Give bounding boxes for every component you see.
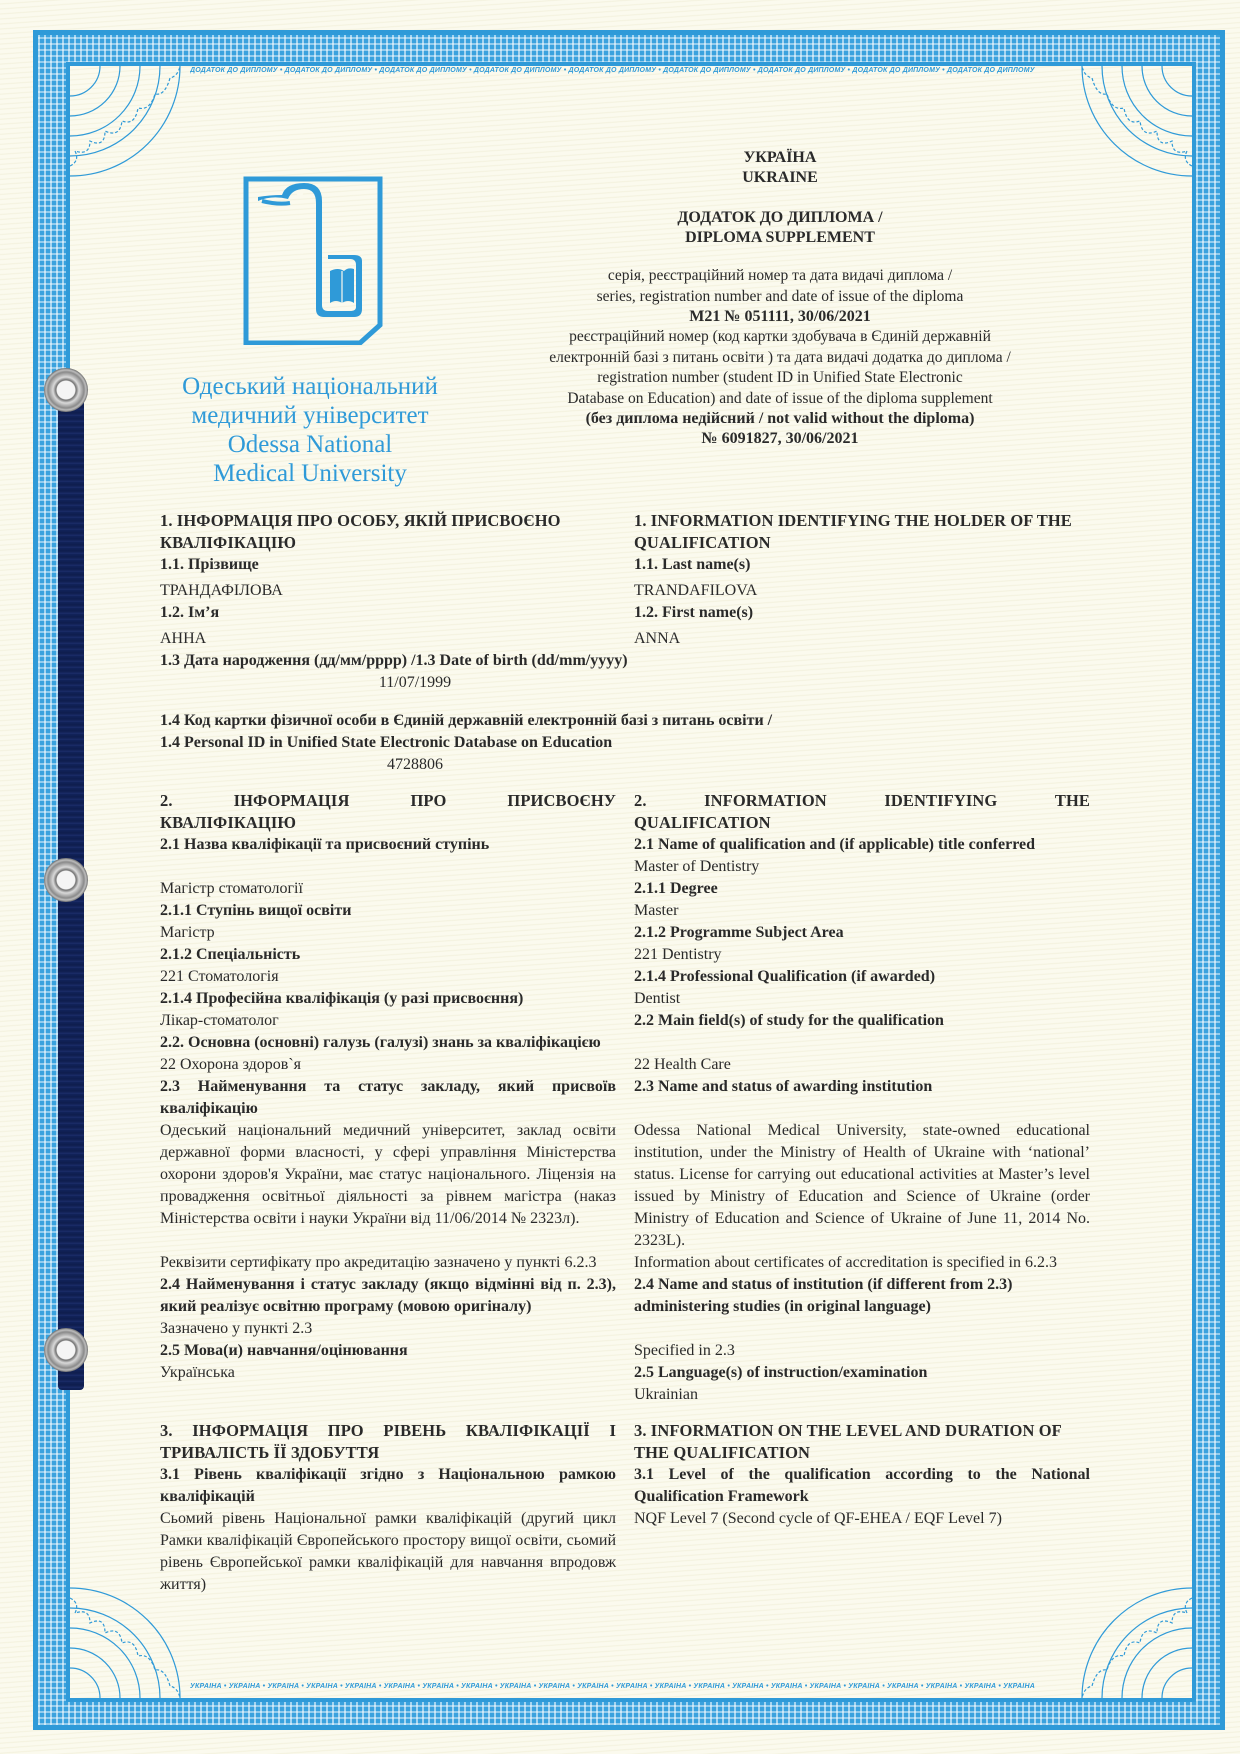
section-1-title-en: 1. INFORMATION IDENTIFYING THE HOLDER OF THE QUALIFICATION — [634, 511, 1072, 552]
last-name-uk: ТРАНДАФІЛОВА — [160, 582, 283, 599]
personal-id-label-uk: 1.4 Код картки фізичної особи в Єдиній державній електронній базі з питань освіти / — [160, 712, 773, 729]
field-of-study-uk: 22 Охорона здоров`я — [160, 1056, 302, 1073]
degree-en: Master — [634, 902, 679, 919]
field-of-study-label-uk: 2.2. Основна (основні) галузь (галузі) знань за кваліфікацією — [160, 1034, 601, 1051]
personal-id-value: 4728806 — [387, 756, 443, 773]
professional-qualification-label-uk: 2.1.4 Професійна кваліфікація (у разі присвоєння) — [160, 990, 524, 1007]
top-microtext-strip: ДОДАТОК ДО ДИПЛОМУ • ДОДАТОК ДО ДИПЛОМУ • ДОДАТОК ДО ДИПЛОМУ • ДОДАТОК ДО ДИПЛОМУ • ДОДАТОК ДО ДИПЛОМУ • ДОДАТОК ДО ДИПЛОМУ • ДОДАТОК ДО ДИПЛОМУ • ДОДАТОК ДО ДИПЛОМУ • ДОДАТОК ДО ДИПЛОМУ — [190, 67, 1035, 74]
awarding-institution-uk: Одеський національний медичний університет, заклад освіти державної форми власності, у сфері управління Міністерства охорони здоров'я України, має статус національного. Ліцензія на провадження освітньої діяльності за рівнем магістра (наказ Міністерства освіти і науки України від 11/06/2014 № 2323л). — [160, 1122, 616, 1227]
series-value: M21 № 051111, 30/06/2021 — [689, 308, 871, 325]
section-2-title-en-line1: 2. INFORMATION IDENTIFYING THE — [634, 791, 1090, 810]
grommet-icon — [44, 1328, 88, 1372]
university-name-uk-line2: медичний університет — [191, 402, 429, 429]
specialty-label-uk: 2.1.2 Спеціальність — [160, 946, 301, 963]
university-name-en-line2: Medical University — [213, 460, 407, 487]
registration-label-line3: registration number (student ID in Unified State Electronic — [597, 369, 963, 386]
section-3 — [160, 1420, 1090, 1596]
last-name-label-uk: 1.1. Прізвище — [160, 556, 259, 573]
last-name-en: TRANDAFILOVA — [634, 582, 758, 599]
language-uk: Українська — [160, 1364, 235, 1381]
first-name-label-uk: 1.2. Ім’я — [160, 604, 220, 621]
professional-qualification-uk: Лікар-стоматолог — [160, 1012, 279, 1029]
country-en: UKRAINE — [742, 169, 818, 186]
corner-rosette-top-left-icon — [70, 66, 190, 186]
administering-institution-uk: Зазначено у пункті 2.3 — [160, 1320, 313, 1337]
qualification-level-en: NQF Level 7 (Second cycle of QF-EHEA / EQF Level 7) — [634, 1510, 1002, 1527]
registration-label-line4: Database on Education) and date of issue of the diploma supplement — [567, 389, 993, 407]
section-1-title-uk: 1. ІНФОРМАЦІЯ ПРО ОСОБУ, ЯКІЙ ПРИСВОЄНО КВАЛІФІКАЦІЮ — [160, 511, 561, 552]
awarding-institution-label-en: 2.3 Name and status of awarding institution — [634, 1078, 933, 1095]
section-2 — [160, 790, 1090, 1406]
section-3-title-uk: 3. ІНФОРМАЦІЯ ПРО РІВЕНЬ КВАЛІФІКАЦІЇ І ТРИВАЛІСТЬ ЇЇ ЗДОБУТТЯ — [160, 1421, 616, 1462]
grommet-icon — [44, 368, 88, 412]
personal-id-label-en: 1.4 Personal ID in Unified State Electronic Database on Education — [160, 734, 613, 751]
language-label-uk: 2.5 Мова(и) навчання/оцінювання — [160, 1342, 408, 1359]
awarding-institution-en: Odessa National Medical University, state-owned educational institution, under the Ministry of Health of Ukraine with ‘national’ status. License for carrying out educational activities at Master’s level issued by Ministry of Education and Science of Ukraine (order Ministry of Education and Science of Ukraine of June 11, 2014 No. 2323L). — [634, 1122, 1090, 1249]
qualification-name-label-en: 2.1 Name of qualification and (if applicable) title conferred — [634, 836, 1035, 853]
degree-uk: Магістр — [160, 924, 215, 941]
accreditation-note-en: Information about certificates of accreditation is specified in 6.2.3 — [634, 1254, 1057, 1271]
university-name-uk-line1: Одеський національний — [182, 373, 438, 400]
validity-note: (без диплома недійсний / not valid without the diploma) — [585, 410, 975, 427]
university-name — [150, 372, 470, 488]
qualification-name-en: Master of Dentistry — [634, 858, 760, 875]
section-2-title-uk-line2: КВАЛІФІКАЦІЮ — [160, 813, 297, 832]
registration-label-line2: електронній базі з питань освіти ) та дата видачі додатка до диплома / — [549, 348, 1011, 366]
qualification-name-label-uk: 2.1 Назва кваліфікації та присвоєний ступінь — [160, 836, 490, 853]
university-name-en-line1: Odessa National — [227, 431, 393, 458]
series-label-uk: серія, реєстраційний номер та дата видачі диплома / — [607, 267, 953, 284]
university-logo-icon — [242, 175, 384, 345]
corner-rosette-bottom-right-icon — [1072, 1578, 1192, 1698]
document-header — [480, 148, 1080, 449]
language-en: Ukrainian — [634, 1386, 698, 1403]
last-name-label-en: 1.1. Last name(s) — [634, 556, 751, 573]
accreditation-note-uk: Реквізити сертифікату про акредитацію зазначено у пункті 6.2.3 — [160, 1254, 597, 1271]
degree-label-uk: 2.1.1 Ступінь вищої освіти — [160, 902, 352, 919]
field-of-study-label-en: 2.2 Main field(s) of study for the qualification — [634, 1012, 944, 1029]
document-title-en: DIPLOMA SUPPLEMENT — [685, 229, 875, 246]
corner-rosette-bottom-left-icon — [70, 1578, 190, 1698]
first-name-label-en: 1.2. First name(s) — [634, 604, 754, 621]
specialty-en: 221 Dentistry — [634, 946, 722, 963]
degree-label-en: 2.1.1 Degree — [634, 880, 718, 897]
administering-institution-en: Specified in 2.3 — [634, 1342, 735, 1359]
administering-institution-label-uk: 2.4 Найменування і статус закладу (якщо відмінні від п. 2.3), який реалізує освітню програму (мовою оригіналу) — [160, 1276, 616, 1315]
registration-label-line1: реєстраційний номер (код картки здобувача в Єдиній державній — [569, 328, 991, 345]
specialty-label-en: 2.1.2 Programme Subject Area — [634, 924, 844, 941]
first-name-en: ANNA — [634, 630, 681, 647]
language-label-en: 2.5 Language(s) of instruction/examination — [634, 1364, 928, 1381]
section-3-title-en: 3. INFORMATION ON THE LEVEL AND DURATION OF THE QUALIFICATION — [634, 1421, 1062, 1462]
administering-institution-label-en: 2.4 Name and status of institution (if different from 2.3) administering studies (in original language) — [634, 1276, 1013, 1315]
registration-value: № 6091827, 30/06/2021 — [701, 430, 859, 447]
document-title-uk: ДОДАТОК ДО ДИПЛОМА / — [677, 209, 883, 226]
awarding-institution-label-uk: 2.3 Найменування та статус закладу, який присвоїв кваліфікацію — [160, 1078, 616, 1117]
corner-rosette-top-right-icon — [1072, 66, 1192, 186]
qualification-level-uk: Сьомий рівень Національної рамки кваліфікацій (другий цикл Рамки кваліфікацій Європейського простору вищої освіти, сьомий рівень Європейської рамки кваліфікацій для навчання впродовж життя) — [160, 1510, 616, 1593]
specialty-uk: 221 Стоматологія — [160, 968, 279, 985]
field-of-study-en: 22 Health Care — [634, 1056, 731, 1073]
first-name-uk: АННА — [160, 630, 207, 647]
series-label-en: series, registration number and date of issue of the diploma — [596, 287, 964, 305]
section-1 — [160, 510, 1090, 650]
date-of-birth-value: 11/07/1999 — [378, 674, 452, 691]
bottom-microtext-strip: УКРАЇНА • УКРАЇНА • УКРАЇНА • УКРАЇНА • УКРАЇНА • УКРАЇНА • УКРАЇНА • УКРАЇНА • УКРАЇНА • УКРАЇНА • УКРАЇНА • УКРАЇНА • УКРАЇНА • УКРАЇНА • УКРАЇНА • УКРАЇНА • УКРАЇНА • УКРАЇНА • УКРАЇНА • УКРАЇНА • УКРАЇНА • УКРАЇНА — [190, 1683, 1035, 1690]
professional-qualification-en: Dentist — [634, 990, 681, 1007]
country-uk: УКРАЇНА — [743, 149, 817, 166]
professional-qualification-label-en: 2.1.4 Professional Qualification (if awarded) — [634, 968, 936, 985]
grommet-icon — [44, 858, 88, 902]
section-2-title-uk-line1: 2. ІНФОРМАЦІЯ ПРО ПРИСВОЄНУ — [160, 791, 616, 810]
date-of-birth-label: 1.3 Дата народження (дд/мм/рррр) /1.3 Date of birth (dd/mm/yyyy) — [160, 652, 628, 669]
qualification-name-uk: Магістр стоматології — [160, 880, 303, 897]
qualification-level-label-uk: 3.1 Рівень кваліфікації згідно з Національною рамкою кваліфікацій — [160, 1466, 616, 1505]
section-2-title-en-line2: QUALIFICATION — [634, 813, 771, 832]
content-area — [160, 510, 1090, 1596]
qualification-level-label-en: 3.1 Level of the qualification according to the National Qualification Framework — [634, 1466, 1090, 1505]
